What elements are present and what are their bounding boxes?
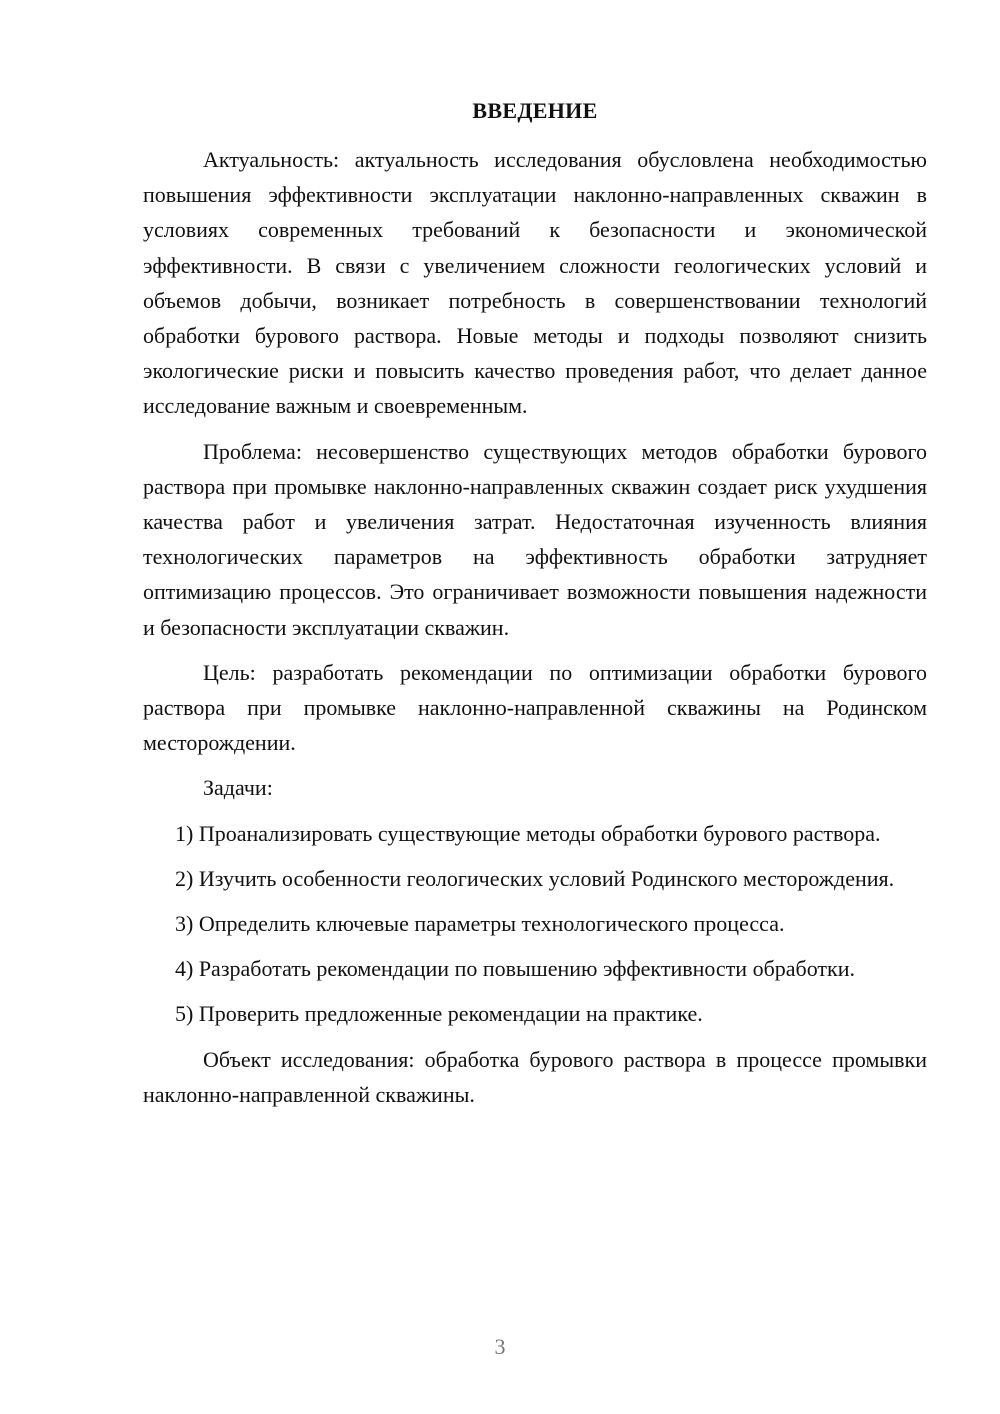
page-number: 3	[494, 1334, 506, 1359]
paragraph-problem: Проблема: несовершенство существующих методов обработки бурового раствора при промывке наклонно-направленных скважин создает риск ухудшения качества работ и увеличения затрат. Недостаточная изученность влияния технологических параметров на эффективность обработки затрудняет оптимизацию процессов. Это ограничивает возможности повышения надежности и безопасности эксплуатации скважин.	[143, 438, 927, 640]
paragraph-tasks-heading: Задачи:	[203, 775, 273, 801]
page-content	[143, 96, 927, 1112]
page-title: ВВЕДЕНИЕ	[472, 98, 598, 123]
task-item-5: 5) Проверить предложенные рекомендации на практике.	[175, 1001, 703, 1027]
paragraph-goal: Цель: разработать рекомендации по оптимизации обработки бурового раствора при промывке наклонно-направленной скважины на Родинском месторождении.	[143, 659, 927, 756]
task-item-1: 1) Проанализировать существующие методы обработки бурового раствора.	[175, 820, 881, 846]
task-item-3: 3) Определить ключевые параметры технологического процесса.	[175, 911, 785, 937]
task-item-2: 2) Изучить особенности геологических условий Родинского месторождения.	[175, 865, 895, 891]
task-item-4: 4) Разработать рекомендации по повышению эффективности обработки.	[175, 956, 856, 982]
paragraph-relevance: Актуальность: актуальность исследования обусловлена необходимостью повышения эффективности эксплуатации наклонно-направленных скважин в условиях современных требований к безопасности и экономической эффективности. В связи с увеличением сложности геологических условий и объемов добычи, возникает потребность в совершенствовании технологий обработки бурового раствора. Новые методы и подходы позволяют снизить экологические риски и повысить качество проведения работ, что делает данное исследование важным и своевременным.	[143, 147, 927, 419]
paragraph-object: Объект исследования: обработка бурового раствора в процессе промывки наклонно-направленной скважины.	[143, 1046, 927, 1107]
